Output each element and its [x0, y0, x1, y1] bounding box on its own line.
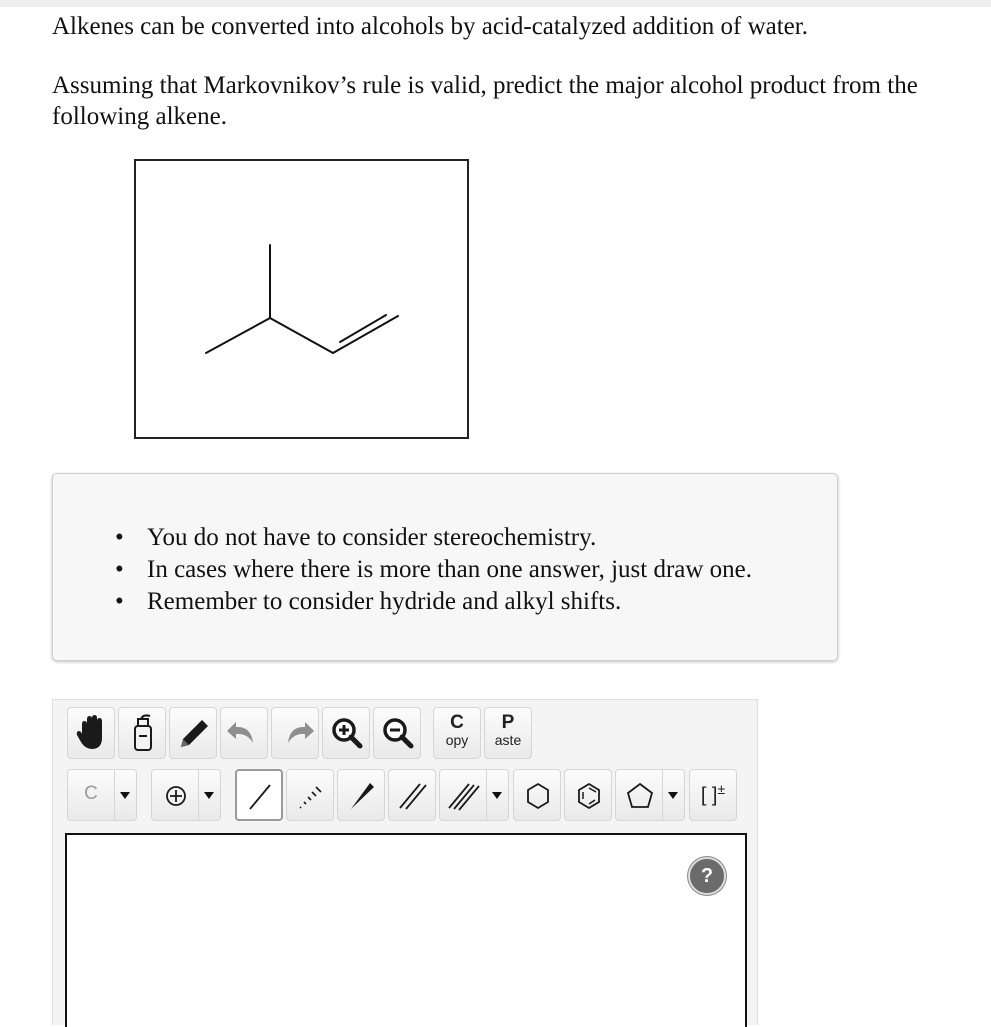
charge-button[interactable]	[151, 769, 199, 821]
single-bond-button[interactable]	[235, 769, 283, 821]
paste-button[interactable]	[484, 707, 532, 759]
ch-bond	[270, 318, 333, 353]
drawing-canvas[interactable]	[65, 833, 747, 1027]
move-button[interactable]	[67, 707, 115, 759]
redo-button[interactable]	[271, 707, 319, 759]
hint-panel	[52, 473, 838, 661]
help-button[interactable]: ?	[688, 857, 726, 895]
draw-button[interactable]	[169, 707, 217, 759]
wedge-bond-icon	[338, 770, 386, 822]
undo-icon	[221, 708, 269, 760]
question-prompt: Assuming that Markovnikov’s rule is valid, predict the major alcohol product from the following alkene.	[52, 72, 918, 130]
cyclohexane-icon	[514, 770, 562, 822]
element-label: C	[84, 783, 98, 804]
pencil-icon	[170, 708, 218, 760]
element-dropdown[interactable]	[115, 769, 137, 821]
top-bar	[0, 0, 991, 7]
redo-icon	[272, 708, 320, 760]
cyclopentane-button[interactable]	[615, 769, 663, 821]
hashed-bond-icon	[287, 770, 335, 822]
double-bond-icon	[389, 770, 437, 822]
charge-dropdown[interactable]	[199, 769, 221, 821]
hint-list	[115, 522, 752, 618]
double-bond-main	[333, 316, 398, 353]
element-button[interactable]	[67, 769, 115, 821]
erase-button[interactable]	[118, 707, 166, 759]
hint-item: • In cases where there is more than one answer, just draw one.	[115, 554, 752, 586]
methyl-bond-left	[206, 318, 270, 353]
bracket-button[interactable]	[689, 769, 737, 821]
hashed-bond-button[interactable]	[286, 769, 334, 821]
bond-dropdown[interactable]	[487, 769, 509, 821]
molecule-drawing	[136, 161, 467, 437]
zoom-in-button[interactable]	[322, 707, 370, 759]
zoom-out-button[interactable]	[373, 707, 421, 759]
question-intro: Alkenes can be converted into alcohols by acid-catalyzed addition of water.	[52, 13, 808, 40]
undo-button[interactable]	[220, 707, 268, 759]
cyclohexane-button[interactable]	[513, 769, 561, 821]
triple-bond-icon	[440, 770, 488, 822]
bracket-charge-icon: [ ]±	[700, 781, 726, 807]
hint-item: • Remember to consider hydride and alkyl shifts.	[115, 586, 752, 618]
copy-label: C opy	[445, 712, 469, 748]
alkene-structure	[134, 159, 469, 439]
triple-bond-button[interactable]	[439, 769, 487, 821]
single-bond-icon	[237, 771, 285, 823]
hand-icon	[68, 708, 116, 760]
eraser-icon	[119, 708, 167, 760]
cyclopentane-icon	[616, 770, 664, 822]
ring-dropdown[interactable]	[663, 769, 685, 821]
zoom-in-icon	[323, 708, 371, 760]
wedge-bond-button[interactable]	[337, 769, 385, 821]
hint-item: • You do not have to consider stereochemistry.	[115, 522, 752, 554]
zoom-out-icon	[374, 708, 422, 760]
double-bond-button[interactable]	[388, 769, 436, 821]
benzene-button[interactable]	[564, 769, 612, 821]
benzene-icon	[565, 770, 613, 822]
charge-plus-icon	[152, 770, 200, 822]
paste-label: P aste	[494, 712, 522, 748]
copy-button[interactable]	[433, 707, 481, 759]
molecule-editor	[52, 699, 758, 1025]
double-bond-second	[340, 315, 386, 342]
